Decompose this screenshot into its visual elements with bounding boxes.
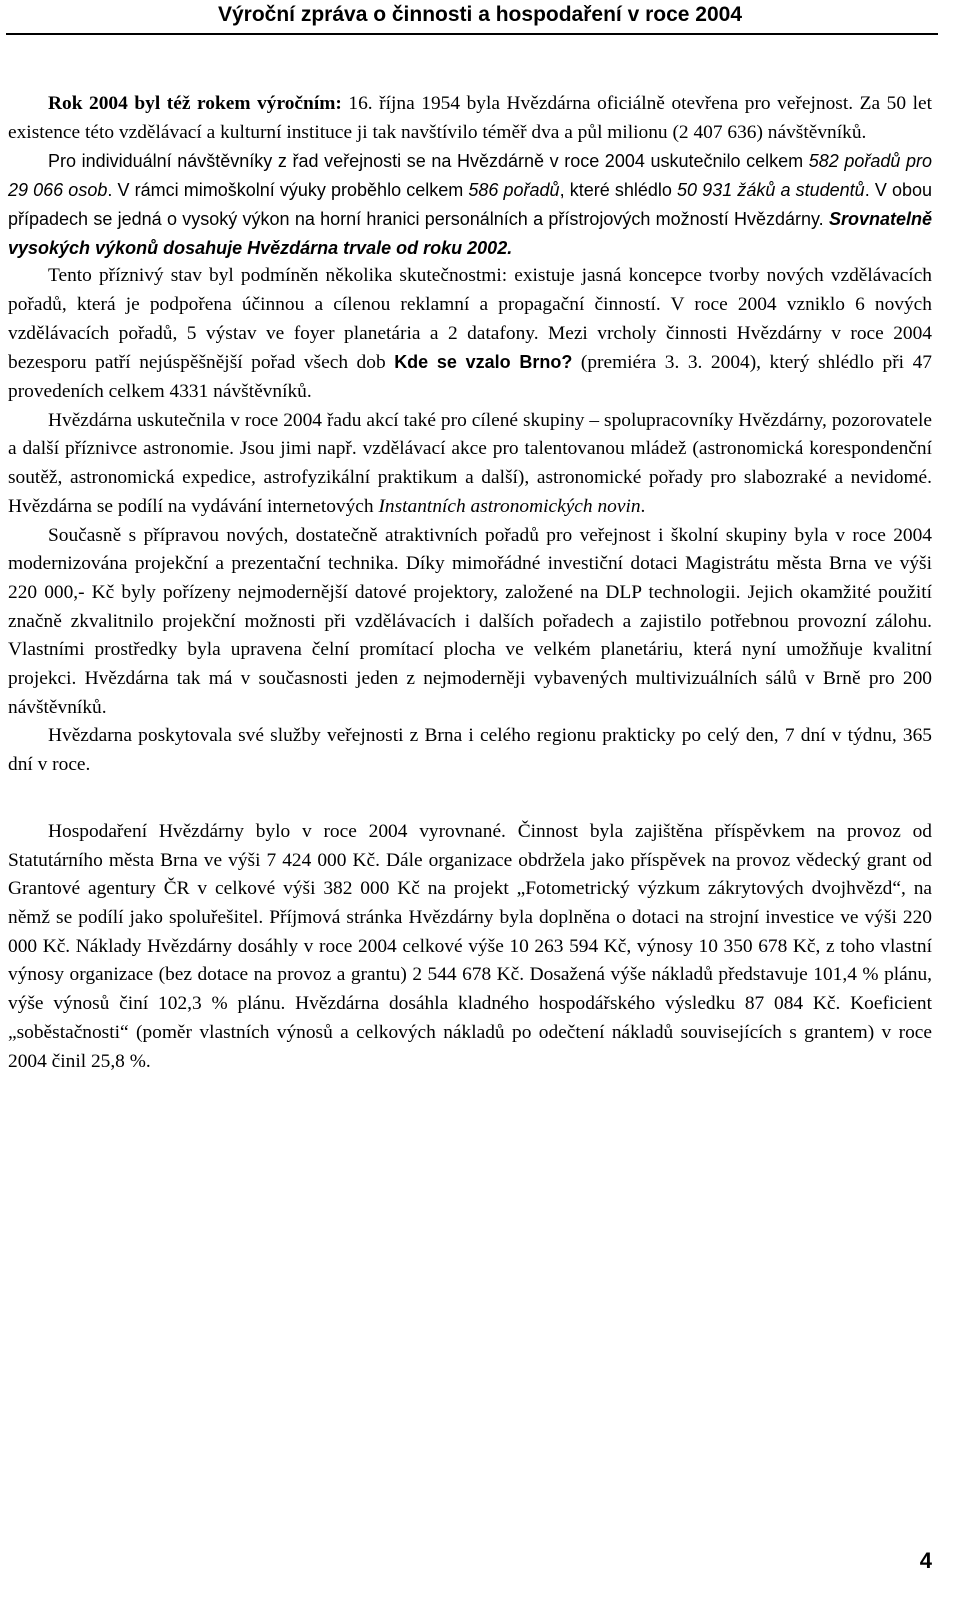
document-body [8,90,932,1076]
conditions-text-2: (premiéra 3. 3. 2004), který shlédlo při 47 provedeních celkem 4331 návštěvníků. [8,352,932,403]
target-groups-text-2: . [640,495,646,517]
programs-student-count: 50 931 žáků a studentů [677,180,865,201]
paragraph-availability: Hvězdarna poskytovala své služby veřejnosti z Brna i celého regionu prakticky po celý den, 7 dní v týdnu, 365 dní v roce. [8,725,932,776]
programs-public-count: 582 pořadů pro 29 066 osob [8,151,932,201]
page-number: 4 [919,1548,932,1573]
paragraph-anniversary [8,90,932,147]
anniversary-text: 16. října 1954 byla Hvězdárna oficiálně otevřena pro veřejnost. Za 50 let existence této vzdělávací a kulturní instituce ji tak navštívilo téměř dva a půl milionu (2 407 636) návštěvníků. [8,93,932,143]
programs-school-count: 586 pořadů [468,180,560,201]
programs-text-1: Pro individuální návštěvníky z řad veřejnosti se na Hvězdárně v roce 2004 uskutečnilo celkem [48,151,809,172]
target-groups-text-1: Hvězdárna uskutečnila v roce 2004 řadu akcí také pro cílené skupiny – spolupracovníky Hvězdárny, pozorovatele a další příznivce astronomie. Jsou jimi např. vzdělávací akce pro talentovanou mládež (astronomická korespondenční soutěž, astronomická expedice, astrofyzikální praktikum a další), astronomické pořady pro slabozraké a nevidomé. Hvězdárna se podílí na vydávání internetových [8,409,932,517]
show-title: Kde se vzalo Brno? [394,352,573,373]
paragraph-target-groups [8,407,932,522]
conditions-text-1: Tento příznivý stav byl podmíněn několika skutečnostmi: existuje jasná koncepce tvorby nových vzdělávacích pořadů, která je podpořena účinnou a cílenou reklamní a propagační činností. V roce 2004 vzniklo 6 nových vzdělávacích pořadů, 5 výstav ve foyer planetária a 2 datafony. Mezi vrcholy činnosti Hvězdárny v roce 2004 bezesporu patří nejúspěšnější pořad všech dob [8,265,932,374]
paragraph-conditions [8,262,932,407]
newsletter-name: Instantních astronomických novin [378,495,641,517]
header-rule [6,33,938,35]
anniversary-lead: Rok 2004 byl též rokem výročním: [48,93,342,114]
paragraph-technology: Současně s přípravou nových, dostatečně atraktivních pořadů pro veřejnost i školní skupiny byla v roce 2004 modernizována projekční a prezentační technika. Díky mimořádné investiční dotaci Magistrátu města Brna ve výši 220 000,- Kč byly pořízeny nejmodernější datové projektory, založené na DLP technologii. Jejich okamžité použití značně zkvalitnilo projekční možnosti při vzdělávacích i dalších pořadech a zajistilo potřebnou provozní zálohu. Vlastními prostředky byla upravena čelní promítací plocha ve velkém planetáriu, která nyní umožňuje kvalitní projekci. Hvězdárna tak má v současnosti jeden z nejmoderněji vybavených multivizuálních sálů v Brně pro 200 návštěvníků. [8,524,932,718]
paragraph-finances: Hospodaření Hvězdárny bylo v roce 2004 vyrovnané. Činnost byla zajištěna příspěvkem na provoz od Statutárního města Brna ve výši 7 424 000 Kč. Dále organizace obdržela jako příspěvek na provoz vědecký grant od Grantové agentury ČR v celkové výši 382 000 Kč na projekt „Fotometrický výzkum zákrytových dvojhvězd“, na němž se podílí jako spoluřešitel. Příjmová stránka Hvězdárny byla doplněna o dotaci na strojní investice ve výši 220 000 Kč. Náklady Hvězdárny dosáhly v roce 2004 celkové výše 10 263 594 Kč, výnosy 10 350 678 Kč, z toho vlastní výnosy organizace (bez dotace na provoz a grantu) 2 544 678 Kč. Dosažená výše nákladů představuje 101,4 % plánu, výše výnosů činí 102,3 % plánu. Hvězdárna dosáhla kladného hospodářského výsledku 87 084 Kč. Koeficient „soběstačnosti“ (poměr vlastních výnosů a celkových nákladů po odečtení nákladů souvisejících s grantem) v roce 2004 činil 25,8 %. [8,820,932,1072]
programs-text-2: . V rámci mimoškolní výuky proběhlo celkem [107,180,469,201]
programs-highlight: Srovnatelně vysokých výkonů dosahuje Hvězdárna trvale od roku 2002. [8,208,932,258]
programs-text-3: , které shlédlo [559,180,678,201]
paragraph-programs [8,147,932,262]
paragraph-gap [8,780,932,818]
page-header-title: Výroční zpráva o činnosti a hospodaření v roce 2004 [217,3,742,26]
programs-text-4: . V obou případech se jedná o vysoký výkon na horní hranici personálních a přístrojových možností Hvězdárny. [8,180,932,229]
